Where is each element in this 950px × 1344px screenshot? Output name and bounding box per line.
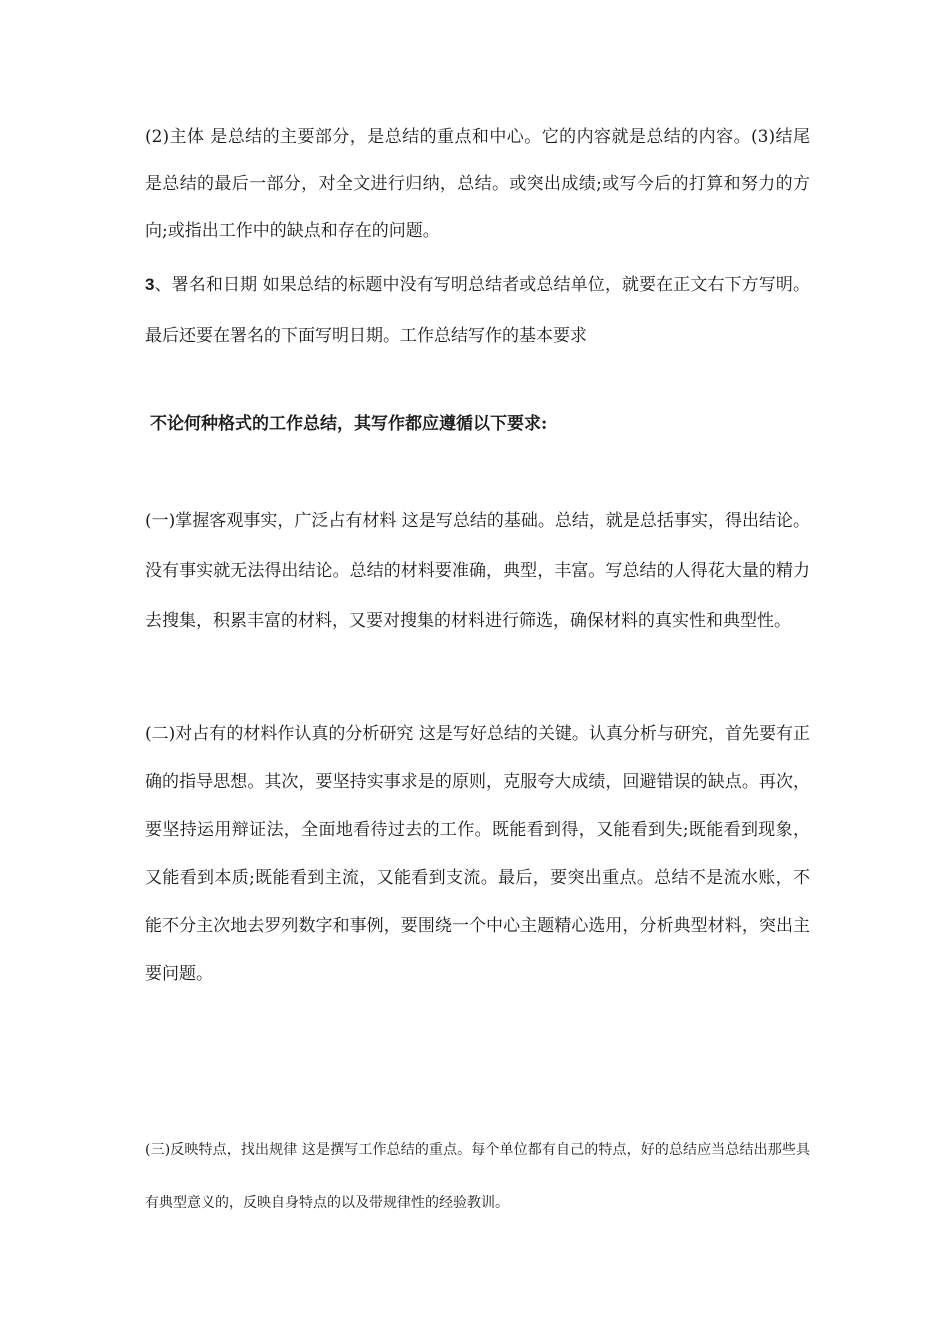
section-number: 3 <box>145 275 155 294</box>
paragraph-requirement-one: (一)掌握客观事实，广泛占有材料 这是写总结的基础。总结，就是总括事实，得出结论。没有事实就无法得出结论。总结的材料要准确，典型，丰富。写总结的人得花大量的精力去搜集，积累丰富的材料，又要对搜集的材料进行筛选，确保材料的真实性和典型性。 <box>145 511 810 631</box>
requirements-heading: 不论何种格式的工作总结，其写作都应遵循以下要求: <box>150 414 548 434</box>
paragraph-signature-text: 、署名和日期 如果总结的标题中没有写明总结者或总结单位，就要在正文右下方写明。最后还要在署名的下面写明日期。工作总结写作的基本要求 <box>145 275 810 346</box>
paragraph-requirement-three: (三)反映特点，找出规律 这是撰写工作总结的重点。每个单位都有自己的特点，好的总结应当总结出那些具有典型意义的，反映自身特点的以及带规律性的经验教训。 <box>145 1142 810 1211</box>
paragraph-body-and-ending: (2)主体 是总结的主要部分，是总结的重点和中心。它的内容就是总结的内容。(3)结尾 是总结的最后一部分，对全文进行归纳，总结。或突出成绩;或写今后的打算和努力的方向;或指出工作中的缺点和存在的问题。 <box>145 127 810 241</box>
paragraph-signature-and-date <box>145 259 810 362</box>
paragraph-requirement-two: (二)对占有的材料作认真的分析研究 这是写好总结的关键。认真分析与研究，首先要有正确的指导思想。其次，要坚持实事求是的原则，克服夸大成绩，回避错误的缺点。再次，要坚持运用辩证法，全面地看待过去的工作。既能看到得，又能看到失;既能看到现象，又能看到本质;既能看到主流，又能看到支流。最后，要突出重点。总结不是流水账，不能不分主次地去罗列数字和事例，要围绕一个中心主题精心选用，分析典型材料，突出主要问题。 <box>145 724 810 984</box>
